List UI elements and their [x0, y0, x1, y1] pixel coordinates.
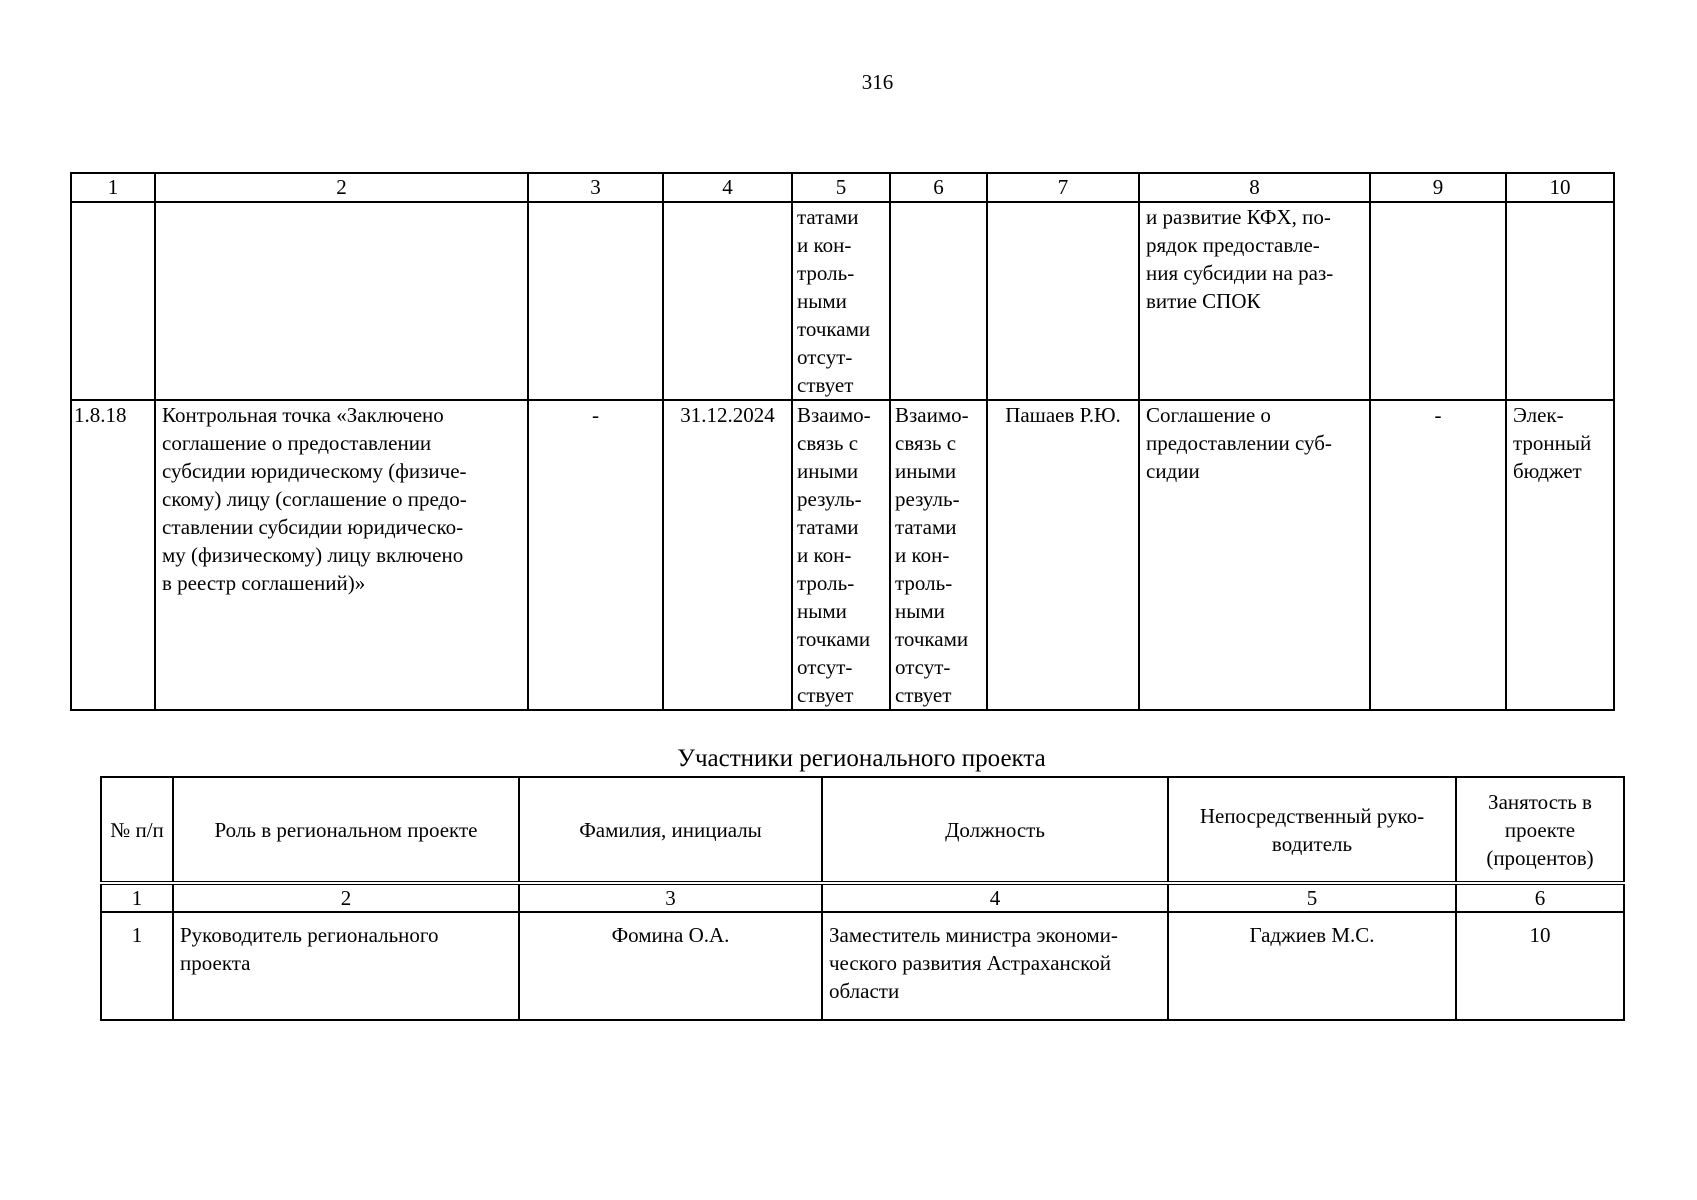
column-number: 7: [987, 173, 1139, 202]
interrelation-cell: Взаимо- связь с иными резуль- татами и кон- троль- ными точками отсут- ствует: [890, 400, 987, 710]
header-name: Фамилия, инициалы: [519, 777, 822, 883]
approval-value: -: [1370, 400, 1506, 710]
control-point-name: Контрольная точка «Заключено соглашение о предоставлении субсидии юридическому (физиче- скому) лицу (соглашение о предо- ставлении субсидии юридическо- му (физическому) лицу включено в реестр соглашений)»: [155, 400, 528, 710]
header-num: № п/п: [101, 777, 173, 883]
table-row: [71, 400, 1614, 710]
interrelation-cell: Взаимо- связь с иными резуль- татами и кон- троль- ными точками отсут- ствует: [792, 400, 890, 710]
column-number: 3: [519, 883, 822, 912]
participant-employment: 10: [1456, 912, 1624, 1020]
participant-name: Фомина О.А.: [519, 912, 822, 1020]
participants-table: [100, 776, 1625, 1021]
column-number: 6: [1456, 883, 1624, 912]
continuation-row: [71, 202, 1614, 400]
participant-manager: Гаджиев М.С.: [1168, 912, 1456, 1020]
deadline-date: 31.12.2024: [663, 400, 792, 710]
result-cell: Соглашение о предоставлении суб- сидии: [1139, 400, 1370, 710]
column-number: 5: [792, 173, 890, 202]
column-number: 5: [1168, 883, 1456, 912]
column-number: 9: [1370, 173, 1506, 202]
column-number-row: [101, 883, 1624, 912]
column-number: 3: [528, 173, 663, 202]
base-value: -: [528, 400, 663, 710]
column-number: 4: [822, 883, 1168, 912]
information-system: Элек- тронный бюджет: [1506, 400, 1614, 710]
header-role: Роль в региональном проекте: [173, 777, 519, 883]
participant-position: Заместитель министра экономи- ческого развития Астраханской области: [822, 912, 1168, 1020]
column-number: 2: [155, 173, 528, 202]
column-number: 10: [1506, 173, 1614, 202]
header-employment: Занятость в проекте (процентов): [1456, 777, 1624, 883]
column-number: 4: [663, 173, 792, 202]
result-cell: и развитие КФХ, по- рядок предоставле- ния субсидии на раз- витие СПОК: [1139, 202, 1370, 400]
control-points-table: [70, 172, 1615, 711]
table-row: [101, 912, 1624, 1020]
column-number: 6: [890, 173, 987, 202]
participant-role: Руководитель регионального проекта: [173, 912, 519, 1020]
section-title: Участники регионального проекта: [677, 745, 1046, 772]
row-number: 1.8.18: [71, 400, 155, 710]
column-number-row: [71, 173, 1614, 202]
column-number: 8: [1139, 173, 1370, 202]
page-number: 316: [861, 70, 894, 94]
header-row: [101, 777, 1624, 883]
responsible-person: Пашаев Р.Ю.: [987, 400, 1139, 710]
column-number: 2: [173, 883, 519, 912]
header-position: Должность: [822, 777, 1168, 883]
column-number: 1: [101, 883, 173, 912]
participant-num: 1: [101, 912, 173, 1020]
interrelation-cell: татами и кон- троль- ными точками отсут- ствует: [792, 202, 890, 400]
column-number: 1: [71, 173, 155, 202]
header-manager: Непосредственный руко- водитель: [1168, 777, 1456, 883]
role-word: Руководитель регионального: [180, 923, 439, 947]
